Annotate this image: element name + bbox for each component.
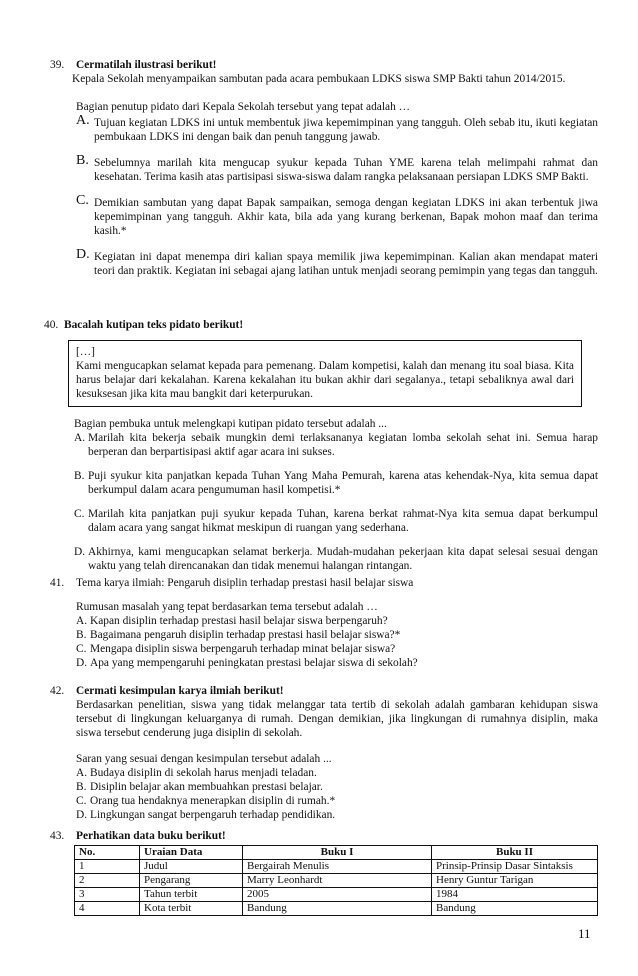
question-prompt: Bagian pembuka untuk melengkapi kutipan pidato tersebut adalah ... [74, 418, 387, 430]
speech-excerpt-box [68, 340, 582, 407]
option-a [74, 431, 598, 459]
option-text: Tujuan kegiatan LDKS ini untuk membentuk jiwa kepemimpinan yang tangguh. Oleh sebab itu, ikuti kegiatan pembukaan LDKS ini dengan baik dan penuh tanggung jawab. [94, 117, 598, 143]
table-cell: Bergairah Menulis [243, 860, 432, 874]
table-cell: Judul [140, 860, 243, 874]
option-text: Apa yang mempengaruhi peningkatan prestasi belajar siswa di sekolah? [90, 657, 418, 669]
table-row [75, 874, 598, 888]
book-data-table [74, 845, 598, 916]
question-context: Berdasarkan penelitian, siswa yang tidak melanggar tata tertib di sekolah adalah gambaran kehidupan siswa tersebut di lingkungan keluarganya di rumah. Dengan demikian, jika lingkungan di rumahnya disiplin, maka siswa tersebut cenderung juga disiplin di sekolah. [76, 699, 598, 739]
option-text: Puji syukur kita panjatkan kepada Tuhan Yang Maha Pemurah, karena atas kehendak-Nya, kita semua dapat berkumpul dalam acara pengumuman hasil kompetisi.* [88, 470, 598, 496]
option-b [76, 628, 598, 642]
option-list [76, 766, 598, 822]
option-text: Kapan disiplin terhadap prestasi hasil belajar siswa berpengaruh? [90, 615, 388, 627]
option-c [76, 193, 598, 238]
option-letter: D. [74, 546, 86, 558]
question-title: Cermati kesimpulan karya ilmiah berikut! [76, 685, 284, 697]
table-cell: Marry Leonhardt [243, 874, 432, 888]
option-text: Budaya disiplin di sekolah harus menjadi teladan. [90, 767, 317, 779]
option-text: Akhirnya, kami mengucapkan selamat berkerja. Mudah-mudahan pekerjaan kita dapat selesai sesuai dengan waktu yang telah direncanakan dan tidak menemui halangan rintangan. [88, 546, 598, 572]
option-letter: A. [76, 615, 88, 627]
option-text: Demikian sambutan yang dapat Bapak sampaikan, semoga dengan kegiatan LDKS ini akan terbentuk jiwa kepemimpinan yang tangguh. Akhir kata, bila ada yang kurang berkenan, Bapak mohon maaf dan terima kasih.* [94, 197, 598, 237]
question-title: Bacalah kutipan teks pidato berikut! [64, 319, 244, 331]
option-d [76, 808, 598, 822]
option-b [74, 469, 598, 497]
option-letter: B. [74, 470, 85, 482]
option-letter: C. [74, 508, 85, 520]
option-letter: A. [76, 113, 90, 128]
option-c [76, 642, 598, 656]
table-cell: 2005 [243, 888, 432, 902]
table-header-row [75, 846, 598, 860]
excerpt-text: Kami mengucapkan selamat kepada para pemenang. Dalam kompetisi, kalah dan menang itu soal biasa. Kita harus belajar dari kekalahan. Karena kekalahan itu bukan akhir dari segalanya., tetapi sebaliknya awal dari kesuksesan jika kita mau bangkit dari keterpurukan. [76, 360, 574, 400]
header-no: No. [75, 846, 140, 860]
question-number: 40. [44, 319, 59, 331]
table-cell: Pengarang [140, 874, 243, 888]
option-b [76, 153, 598, 184]
question-number: 43. [50, 830, 65, 842]
option-text: Marilah kita panjatkan puji syukur kepada Tuhan, karena berkat rahmat-Nya kita semua dapat berkumpul dalam acara yang sangat hikmat meskipun di ruangan yang sederhana. [88, 508, 598, 534]
header-buku-1: Buku I [243, 846, 432, 860]
question-title: Perhatikan data buku berikut! [76, 830, 226, 842]
question-number: 42. [50, 685, 65, 697]
option-a [76, 766, 598, 780]
table-cell: Bandung [243, 902, 432, 916]
table-row [75, 888, 598, 902]
question-41 [50, 576, 598, 670]
question-prompt: Rumusan masalah yang tepat berdasarkan tema tersebut adalah … [76, 601, 378, 613]
excerpt-ellipsis: […] [76, 346, 95, 358]
question-prompt: Bagian penutup pidato dari Kepala Sekolah tersebut yang tepat adalah … [76, 101, 411, 113]
table-cell: Henry Guntur Tarigan [432, 874, 598, 888]
option-b [76, 780, 598, 794]
question-39 [50, 58, 598, 278]
question-context: Kepala Sekolah menyampaikan sambutan pada acara pembukaan LDKS siswa SMP Bakti tahun 2014/2015. [72, 73, 566, 85]
table-row [75, 902, 598, 916]
option-letter: D. [76, 809, 88, 821]
question-40 [44, 318, 598, 573]
option-text: Disiplin belajar akan membuahkan prestasi belajar. [90, 781, 323, 793]
question-number: 39. [50, 59, 65, 71]
option-d [74, 545, 598, 573]
option-d [76, 247, 598, 278]
option-letter: C. [76, 643, 87, 655]
option-text: Mengapa disiplin siswa berpengaruh terhadap minat belajar siswa? [90, 643, 396, 655]
option-letter: C. [76, 795, 87, 807]
table-cell: 1984 [432, 888, 598, 902]
table-cell: Prinsip-Prinsip Dasar Sintaksis [432, 860, 598, 874]
option-text: Sebelumnya marilah kita mengucap syukur kepada Tuhan YME karena telah melimpahi rahmat dan kesehatan. Terima kasih atas partisipasi siswa-siswa dalam rangka pelaksanaan persiapan LDKS SMP Bakti. [94, 157, 598, 183]
table-cell: Tahun terbit [140, 888, 243, 902]
table-cell: 2 [75, 874, 140, 888]
option-letter: D. [76, 657, 88, 669]
option-text: Kegiatan ini dapat menempa diri kalian spaya memilik jiwa kepemimpinan. Kalian akan mendapat materi teori dan praktik. Kegiatan ini sebagai ajang latihan untuk menjadi seorang pemimpin yang tegas dan tangguh. [94, 251, 598, 277]
option-letter: D. [76, 247, 90, 262]
table-row [75, 860, 598, 874]
option-text: Bagaimana pengaruh disiplin terhadap prestasi hasil belajar siswa?* [90, 629, 401, 641]
option-letter: A. [76, 767, 88, 779]
option-text: Orang tua hendaknya menerapkan disiplin di rumah.* [90, 795, 336, 807]
option-letter: B. [76, 629, 87, 641]
option-list [76, 614, 598, 670]
question-title: Cermatilah ilustrasi berikut! [76, 59, 217, 71]
question-43 [50, 829, 598, 916]
option-letter: B. [76, 153, 89, 168]
question-42 [50, 684, 598, 822]
option-letter: A. [74, 432, 86, 444]
header-uraian-data: Uraian Data [140, 846, 243, 860]
table-cell: 4 [75, 902, 140, 916]
option-a [76, 113, 598, 144]
option-letter: C. [76, 193, 89, 208]
option-d [76, 656, 598, 670]
question-prompt: Saran yang sesuai dengan kesimpulan tersebut adalah ... [76, 753, 332, 765]
table-cell: 3 [75, 888, 140, 902]
page-number: 11 [578, 926, 591, 941]
header-buku-2: Buku II [432, 846, 598, 860]
table-cell: Kota terbit [140, 902, 243, 916]
table-cell: Bandung [432, 902, 598, 916]
question-number: 41. [50, 577, 65, 589]
option-a [76, 614, 598, 628]
option-text: Marilah kita bekerja sebaik mungkin demi terlaksananya kegiatan lomba sekolah sehat ini. Semua harap berperan dan berpartisipasi aktif agar acara ini sukses. [88, 432, 598, 458]
table-cell: 1 [75, 860, 140, 874]
option-letter: B. [76, 781, 87, 793]
option-text: Lingkungan sangat berpengaruh terhadap pendidikan. [90, 809, 336, 821]
option-c [74, 507, 598, 535]
option-c [76, 794, 598, 808]
question-title: Tema karya ilmiah: Pengaruh disiplin terhadap prestasi hasil belajar siswa [76, 577, 414, 589]
